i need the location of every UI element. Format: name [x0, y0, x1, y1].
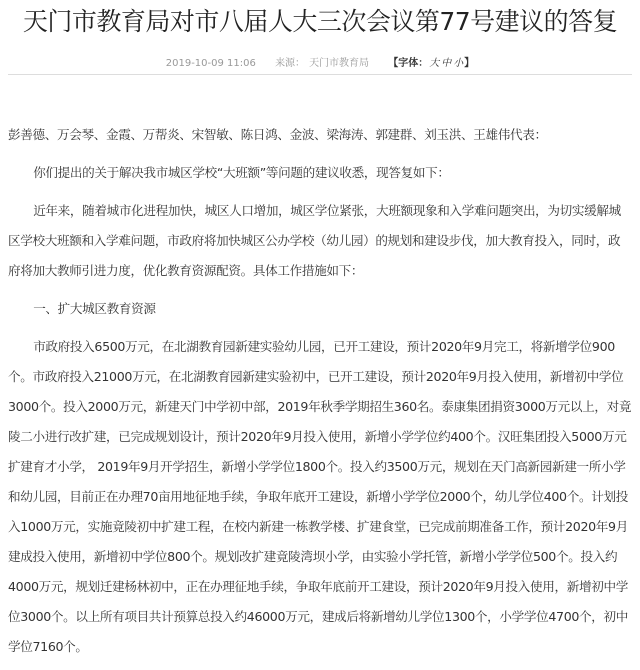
- greeting: 彭善德、万会琴、金霞、万帮炎、宋智敏、陈日鸿、金波、梁海涛、郭建群、刘玉洪、王雄伟代表：: [8, 127, 547, 142]
- article-meta: [0, 54, 640, 69]
- background-paragraph: 近年来，随着城市化进程加快，城区人口增加，城区学位紧张，大班额现象和入学难问题突出，为切实缓解城区学校大班额和入学难问题，市政府将加快城区公办学校（幼儿园）的规划和建设步伐，加大教育投入，同时，政府将加大教师引进力度，优化教育资源配资。具体工作措施如下：: [8, 203, 621, 278]
- article-title: 天门市教育局对市八届人大三次会议第77号建议的答复: [22, 7, 618, 36]
- measures-paragraph: 市政府投入6500万元，在北湖教育园新建实验幼儿园，已开工建设，预计2020年9月完工，将新增学位900个。市政府投入21000万元，在北湖教育园新建实验初中，已开工建设，预计2020年9月投入使用，新增初中学位3000个。投入2000万元，新建天门中学初中部，2019年秋季学期招生360名。泰康集团捐资3000万元以上，对竟陵二小进行改扩建，已完成规划设计，预计2020年9月投入使用，新增小学学位约400个。汉旺集团投入5000万元扩建育才小学， 2019年9月开学招生，新增小学学位1800个。投入约3500万元，规划在天门高新园新建一所小学和幼儿园，目前正在办理70亩用地征地手续，争取年底开工建设，新增小学学位2000个，幼儿学位400个。计划投入1000万元，实施竟陵初中扩建工程，在校内新建一栋教学楼、扩建食堂，已完成前期准备工作，预计2020年9月建成投入使用，新增初中学位800个。规划改扩建竟陵湾坝小学，由实验小学托管，新增小学学位500个。投入约4000万元，规划迁建杨林初中，正在办理征地手续，争取年底前开工建设，预计2020年9月投入使用，新增初中学位3000个。以上所有项目共计预算总投入约46000万元，建成后将新增幼儿学位1300个，小学学位4700个，初中学位7160个。: [8, 339, 632, 654]
- font-size-label: 【字体：: [388, 58, 429, 69]
- source: [275, 58, 369, 69]
- source-label: 来源：: [275, 58, 306, 69]
- font-size-large[interactable]: 大: [429, 58, 440, 69]
- article-body: [8, 120, 632, 670]
- font-size-label-close: 】: [464, 58, 475, 69]
- font-size-small[interactable]: 小: [453, 58, 464, 69]
- font-size-selector: [388, 58, 474, 69]
- publish-date: 2019-10-09 11:06: [165, 58, 256, 69]
- section-heading: 一、扩大城区教育资源: [33, 301, 156, 316]
- intro-paragraph: 你们提出的关于解决我市城区学校“大班额”等问题的建议收悉，现答复如下：: [33, 165, 450, 180]
- source-value: 天门市教育局: [309, 58, 370, 69]
- header-divider: [8, 74, 632, 75]
- font-size-medium[interactable]: 中: [441, 58, 452, 69]
